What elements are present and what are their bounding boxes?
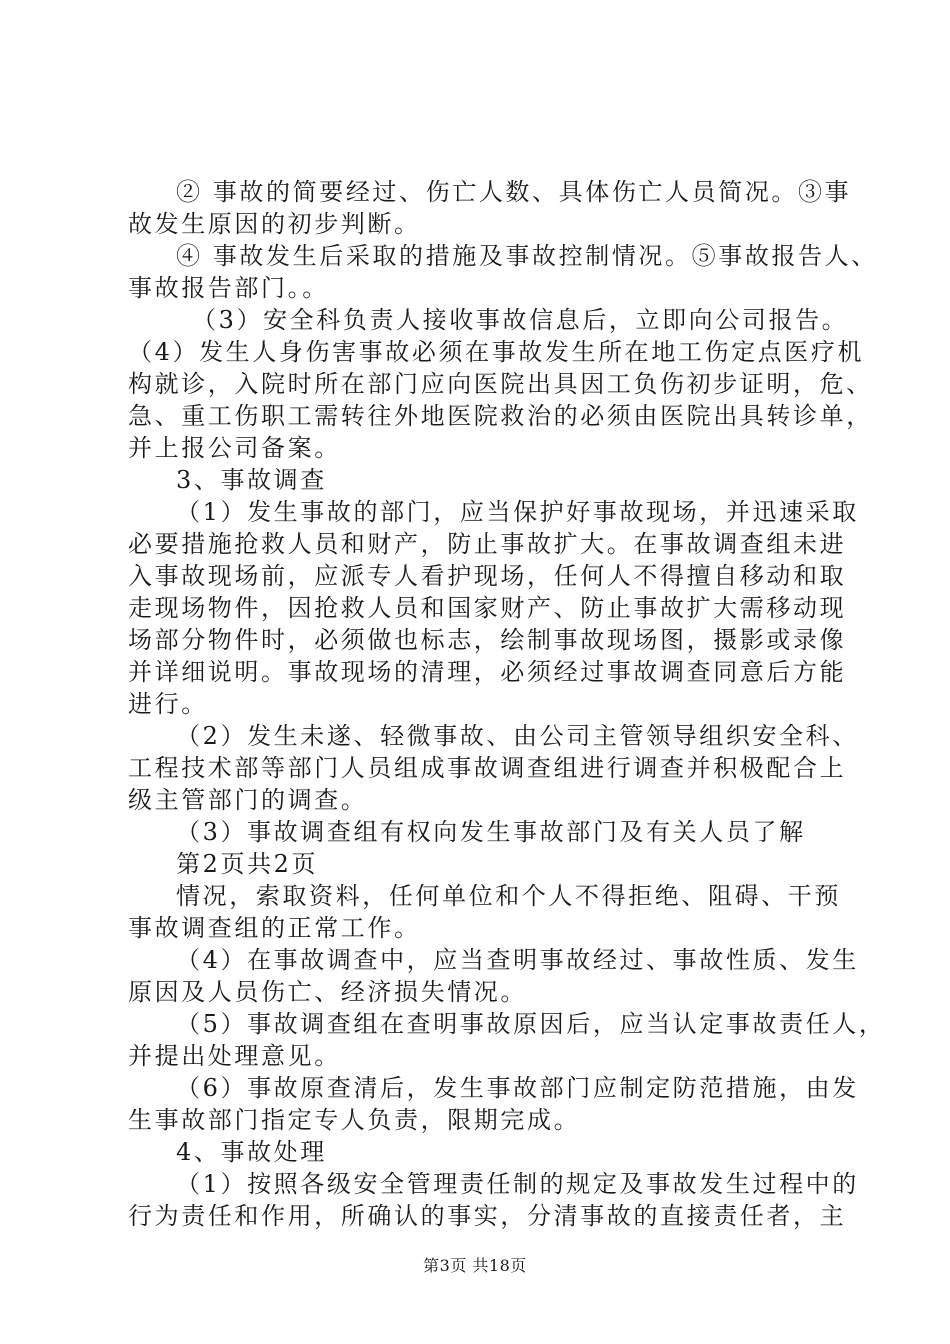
section-heading: 4、事故处理 — [176, 1138, 327, 1166]
text-line: 并上报公司备案。 — [128, 434, 341, 462]
text-line: 行为责任和作用，所确认的事实，分清事故的直接责任者，主 — [128, 1202, 847, 1230]
text-line: ② 事故的简要经过、伤亡人数、具体伤亡人员简况。③事 — [176, 178, 852, 206]
section-heading: 3、事故调查 — [176, 466, 327, 494]
inline-page-marker: 第2页共2页 — [176, 850, 319, 878]
text-line: （1）按照各级安全管理责任制的规定及事故发生过程中的 — [176, 1170, 859, 1198]
text-line: 急、重工伤职工需转往外地医院救治的必须由医院出具转诊单， — [128, 402, 873, 430]
text-line: 情况，索取资料，任何单位和个人不得拒绝、阻碍、干预 — [176, 882, 841, 910]
text-line: 场部分物件时，必须做也标志，绘制事故现场图，摄影或录像 — [128, 626, 847, 654]
text-line: 生事故部门指定专人负责，限期完成。 — [128, 1106, 581, 1134]
text-line: 原因及人员伤亡、经济损失情况。 — [128, 978, 527, 1006]
text-line: （2）发生未遂、轻微事故、由公司主管领导组织安全科、 — [176, 722, 859, 750]
text-line: （6）事故原查清后，发生事故部门应制定防范措施，由发 — [176, 1074, 859, 1102]
text-line: 工程技术部等部门人员组成事故调查组进行调查并积极配合上 — [128, 754, 847, 782]
text-line: 事故调查组的正常工作。 — [128, 914, 421, 942]
text-line: 并提出处理意见。 — [128, 1042, 341, 1070]
text-line: （5）事故调查组在查明事故原因后，应当认定事故责任人， — [176, 1010, 886, 1038]
text-line: 构就诊，入院时所在部门应向医院出具因工负伤初步证明，危、 — [128, 370, 873, 398]
text-line: 必要措施抢救人员和财产，防止事故扩大。在事故调查组未进 — [128, 530, 847, 558]
text-line: 进行。 — [128, 690, 208, 718]
text-line: 走现场物件，因抢救人员和国家财产、防止事故扩大需移动现 — [128, 594, 847, 622]
text-line: 故发生原因的初步判断。 — [128, 210, 421, 238]
text-line: （3）事故调查组有权向发生事故部门及有关人员了解 — [176, 818, 806, 846]
text-line: （4）发生人身伤害事故必须在事故发生所在地工伤定点医疗机 — [128, 338, 865, 366]
text-line: （4）在事故调查中，应当查明事故经过、事故性质、发生 — [176, 946, 859, 974]
text-line: ④ 事故发生后采取的措施及事故控制情况。⑤事故报告人、 — [176, 242, 878, 270]
page-footer: 第3页 共18页 — [423, 1256, 527, 1275]
text-line: 入事故现场前，应派专人看护现场，任何人不得擅自移动和取 — [128, 562, 847, 590]
text-line: （1）发生事故的部门，应当保护好事故现场，并迅速采取 — [176, 498, 859, 526]
text-line: （3）安全科负责人接收事故信息后，立即向公司报告。 — [192, 306, 849, 334]
text-line: 并详细说明。事故现场的清理，必须经过事故调查同意后方能 — [128, 658, 847, 686]
text-line: 级主管部门的调查。 — [128, 786, 368, 814]
text-line: 事故报告部门。。 — [128, 274, 329, 302]
